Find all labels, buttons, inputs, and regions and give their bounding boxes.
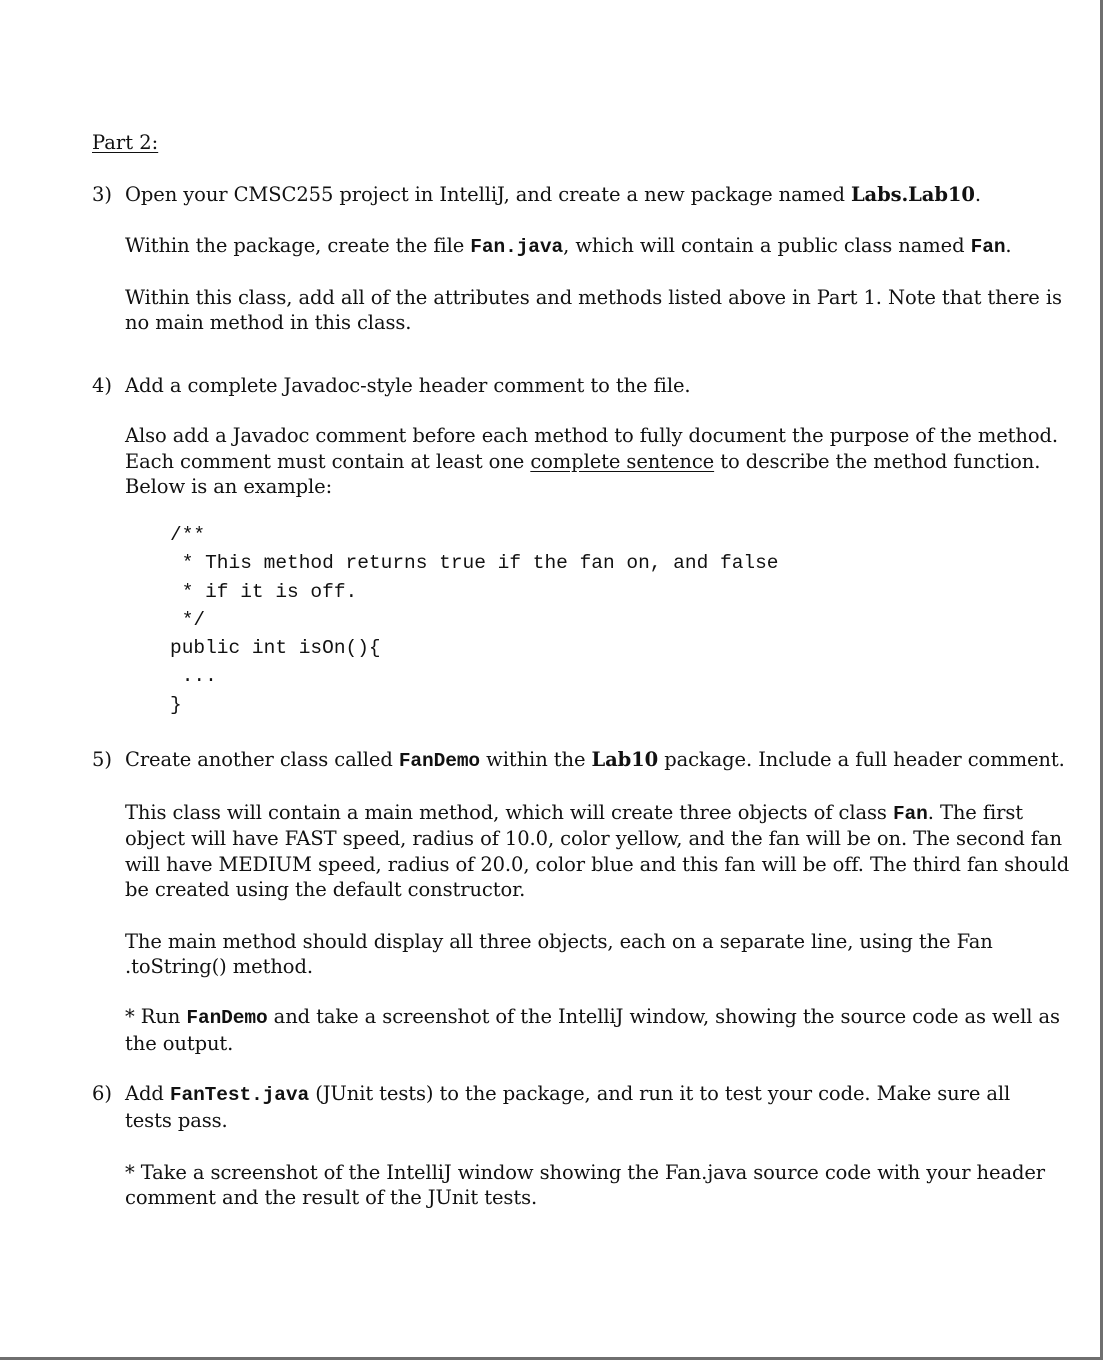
text-run: . The first [927,801,1023,824]
text-run: Within the package, create the file [125,234,471,257]
code-line: * if it is off. [170,581,358,603]
code-line: */ [170,609,206,631]
item-6-text-line-1 [125,1081,1010,1108]
class-name: Fan [970,236,1006,258]
code-line: ... [170,665,217,687]
item-number: 3) [92,183,113,206]
item-5-paragraph-3-line-2: .toString() method. [125,955,313,978]
text-run: Each comment must contain at least one [125,450,531,473]
item-3-paragraph-2 [125,233,1012,260]
package-name: Labs.Lab10 [850,183,975,206]
text-run: . [1005,234,1012,257]
item-number: 5) [92,748,113,771]
code-line: /** [170,524,206,546]
item-6-paragraph-2-line-1: * Take a screenshot of the IntelliJ window showing the Fan.java source code with your header [125,1161,1046,1184]
text-run: Add [125,1082,170,1105]
text-run: (JUnit tests) to the package, and run it to test your code. Make sure all [309,1082,1011,1105]
file-name: FanTest.java [169,1084,310,1106]
item-6-paragraph-2-line-2: comment and the result of the JUnit tests. [125,1186,538,1209]
class-name: FanDemo [398,750,481,772]
class-name: Fan [892,803,928,825]
underlined-phrase: complete sentence [530,450,715,473]
text-run: Open your CMSC255 project in IntelliJ, and create a new package named [125,183,851,206]
text-run: . [974,183,981,206]
item-3-text [125,182,981,208]
item-3-paragraph-3-line-2: no main method in this class. [125,311,412,334]
text-run: and take a screenshot of the IntelliJ window, showing the source code as well as [267,1005,1060,1028]
code-line: } [170,694,182,716]
item-4-paragraph-2-line-2 [125,449,1040,475]
item-5-text [125,747,1065,774]
item-5-paragraph-3-line-1: The main method should display all three objects, each on a separate line, using the Fan [125,930,993,953]
item-3-paragraph-3-line-1: Within this class, add all of the attributes and methods listed above in Part 1. Note that there is [125,286,1062,309]
item-number: 4) [92,374,113,397]
text-run: to describe the method function. [714,450,1041,473]
item-5-paragraph-2-line-3: will have MEDIUM speed, radius of 20.0, color blue and this fan will be off. The third fan should [125,853,1070,876]
text-run: This class will contain a main method, which will create three objects of class [125,801,893,824]
item-5-paragraph-2-line-2: object will have FAST speed, radius of 10.0, color yellow, and the fan will be on. The second fan [125,827,1062,850]
text-run: within the [480,748,592,771]
text-run: , which will contain a public class named [563,234,971,257]
item-5-paragraph-4-line-2: the output. [125,1032,234,1055]
text-run: Create another class called [125,748,399,771]
item-4-paragraph-2-line-3: Below is an example: [125,475,333,498]
code-line: * This method returns true if the fan on, and false [170,552,779,574]
class-name: FanDemo [186,1007,268,1029]
item-5-paragraph-2-line-1 [125,800,1023,827]
item-number: 6) [92,1082,113,1105]
part-heading: Part 2: [92,131,159,154]
item-4-text: Add a complete Javadoc-style header comment to the file. [125,374,691,397]
code-line: public int isOn(){ [170,637,381,659]
file-name: Fan.java [470,236,564,258]
item-4-paragraph-2-line-1: Also add a Javadoc comment before each method to fully document the purpose of the method. [125,424,1058,447]
package-name: Lab10 [591,748,659,771]
item-5-paragraph-2-line-4: be created using the default constructor. [125,878,526,901]
page-edge-right [1100,0,1103,1358]
text-run: package. Include a full header comment. [658,748,1065,771]
text-run: * Run [125,1005,187,1028]
item-5-paragraph-4-line-1 [125,1004,1060,1031]
item-6-text-line-2: tests pass. [125,1109,228,1132]
